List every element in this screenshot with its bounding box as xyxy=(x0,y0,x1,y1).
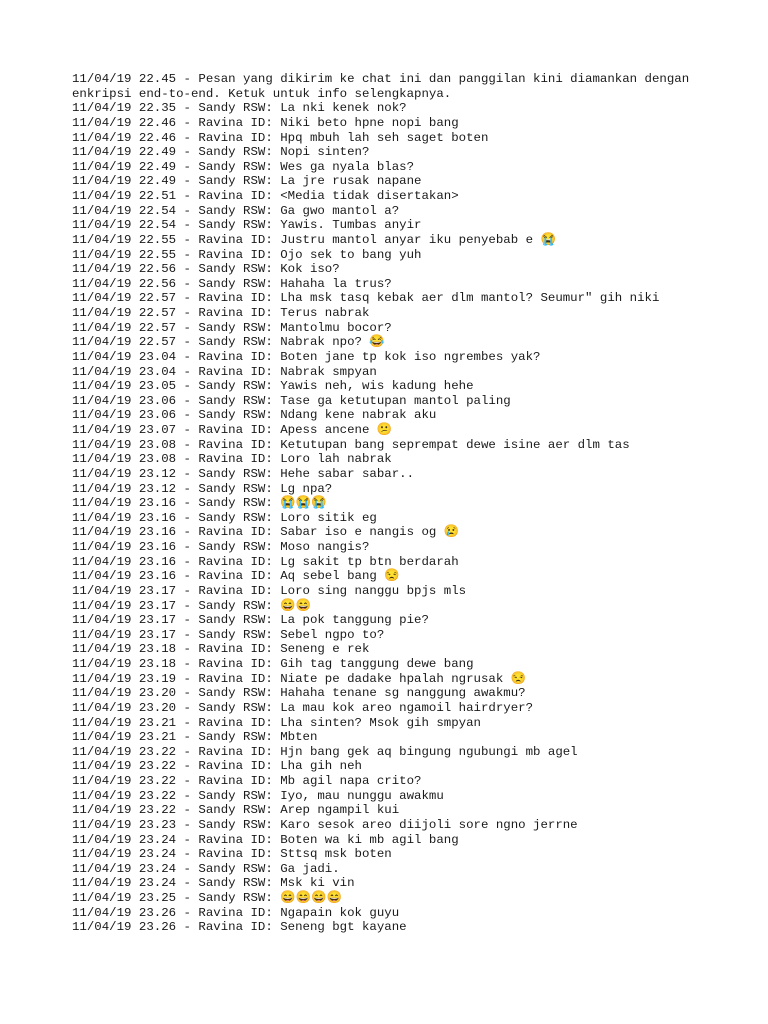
chat-message-line: 11/04/19 23.17 - Sandy RSW: La pok tanggung pie? xyxy=(72,613,429,628)
chat-message-line: 11/04/19 23.12 - Sandy RSW: Lg npa? xyxy=(72,481,333,496)
chat-export-text xyxy=(72,72,712,935)
chat-message-line: 11/04/19 23.26 - Ravina ID: Seneng bgt kayane xyxy=(72,920,407,935)
chat-message-line: 11/04/19 22.46 - Ravina ID: Niki beto hpne nopi bang xyxy=(72,115,459,130)
chat-message-line: 11/04/19 23.04 - Ravina ID: Nabrak smpyan xyxy=(72,364,377,379)
chat-message-line: 11/04/19 23.16 - Ravina ID: Lg sakit tp btn berdarah xyxy=(72,554,459,569)
chat-message-line: 11/04/19 22.35 - Sandy RSW: La nki kenek nok? xyxy=(72,101,407,116)
chat-message-line: 11/04/19 23.18 - Ravina ID: Seneng e rek xyxy=(72,642,370,657)
chat-message-line: 11/04/19 22.54 - Sandy RSW: Yawis. Tumbas anyir xyxy=(72,218,422,233)
chat-message-line: 11/04/19 23.24 - Ravina ID: Boten wa ki mb agil bang xyxy=(72,832,459,847)
chat-message-line: 11/04/19 22.55 - Ravina ID: Ojo sek to bang yuh xyxy=(72,247,422,262)
chat-message-line: 11/04/19 23.07 - Ravina ID: Apess ancene 😕 xyxy=(72,423,393,437)
chat-message-line: 11/04/19 22.56 - Sandy RSW: Kok iso? xyxy=(72,262,340,277)
chat-message-line: 11/04/19 23.18 - Ravina ID: Gih tag tanggung dewe bang xyxy=(72,657,474,671)
chat-message-line: 11/04/19 23.16 - Sandy RSW: Moso nangis? xyxy=(72,540,370,554)
chat-message-line: 11/04/19 23.17 - Sandy RSW: 😄😄 xyxy=(72,598,312,613)
chat-message-line: 11/04/19 22.49 - Sandy RSW: Wes ga nyala blas? xyxy=(72,159,415,174)
chat-message-line: 11/04/19 23.20 - Sandy RSW: La mau kok areo ngamoil hairdryer? xyxy=(72,700,534,715)
chat-message-line: 11/04/19 23.23 - Sandy RSW: Karo sesok areo diijoli sore ngno jerrne xyxy=(72,817,578,832)
chat-message-line: 11/04/19 23.22 - Ravina ID: Mb agil napa crito? xyxy=(72,774,422,788)
chat-message-line: 11/04/19 23.24 - Ravina ID: Sttsq msk boten xyxy=(72,847,392,862)
chat-message-line: 11/04/19 23.16 - Ravina ID: Aq sebel bang 😒 xyxy=(72,569,400,584)
chat-message-line: 11/04/19 22.57 - Ravina ID: Lha msk tasq kebak aer dlm mantol? Seumur" gih niki xyxy=(72,291,660,306)
chat-message-line: 11/04/19 22.57 - Ravina ID: Terus nabrak xyxy=(72,306,370,320)
chat-message-line: 11/04/19 23.17 - Sandy RSW: Sebel ngpo to? xyxy=(72,627,385,642)
chat-message-line: 11/04/19 23.06 - Sandy RSW: Tase ga ketutupan mantol paling xyxy=(72,393,511,408)
chat-message-line: 11/04/19 23.16 - Sandy RSW: 😭😭😭 xyxy=(72,496,327,511)
chat-message-line: 11/04/19 23.17 - Ravina ID: Loro sing nanggu bpjs mls xyxy=(72,583,467,598)
chat-message-line: 11/04/19 23.04 - Ravina ID: Boten jane tp kok iso ngrembes yak? xyxy=(72,349,541,364)
chat-message-line: 11/04/19 23.22 - Sandy RSW: Arep ngampil kui xyxy=(72,803,400,818)
chat-message-line: 11/04/19 23.26 - Ravina ID: Ngapain kok guyu xyxy=(72,905,400,920)
system-notice-line: 11/04/19 22.45 - Pesan yang dikirim ke chat ini dan panggilan kini diamankan dengan xyxy=(72,72,690,86)
chat-message-line: 11/04/19 23.12 - Sandy RSW: Hehe sabar sabar.. xyxy=(72,466,415,481)
chat-message-line: 11/04/19 23.24 - Sandy RSW: Msk ki vin xyxy=(72,876,355,891)
chat-message-line: 11/04/19 23.16 - Sandy RSW: Loro sitik eg xyxy=(72,510,377,525)
chat-message-line: 11/04/19 22.54 - Sandy RSW: Ga gwo mantol a? xyxy=(72,203,400,218)
chat-message-line: 11/04/19 22.55 - Ravina ID: Justru mantol anyar iku penyebab e 😭 xyxy=(72,232,556,247)
chat-message-line: 11/04/19 23.16 - Ravina ID: Sabar iso e nangis og 😢 xyxy=(72,525,460,540)
chat-message-line: 11/04/19 23.21 - Sandy RSW: Mbten xyxy=(72,730,318,745)
chat-message-line: 11/04/19 23.22 - Sandy RSW: Iyo, mau nunggu awakmu xyxy=(72,788,444,803)
chat-message-line: 11/04/19 23.05 - Sandy RSW: Yawis neh, wis kadung hehe xyxy=(72,379,474,394)
chat-message-line: 11/04/19 23.24 - Sandy RSW: Ga jadi. xyxy=(72,861,340,876)
chat-message-line: 11/04/19 22.49 - Sandy RSW: Nopi sinten? xyxy=(72,145,370,160)
chat-message-line: 11/04/19 22.49 - Sandy RSW: La jre rusak napane xyxy=(72,174,422,189)
chat-message-line: 11/04/19 22.56 - Sandy RSW: Hahaha la trus? xyxy=(72,276,392,291)
chat-message-line: 11/04/19 23.20 - Sandy RSW: Hahaha tenane sg nanggung awakmu? xyxy=(72,686,526,701)
chat-message-line: 11/04/19 23.22 - Ravina ID: Lha gih neh xyxy=(72,759,362,774)
chat-message-line: 11/04/19 23.22 - Ravina ID: Hjn bang gek aq bingung ngubungi mb agel xyxy=(72,744,578,759)
chat-message-line: 11/04/19 23.21 - Ravina ID: Lha sinten? Msok gih smpyan xyxy=(72,715,481,730)
chat-message-line: 11/04/19 22.46 - Ravina ID: Hpq mbuh lah seh saget boten xyxy=(72,130,489,145)
chat-message-line: 11/04/19 22.51 - Ravina ID: <Media tidak disertakan> xyxy=(72,189,459,203)
chat-message-line: 11/04/19 23.19 - Ravina ID: Niate pe dadake hpalah ngrusak 😒 xyxy=(72,671,527,686)
chat-message-line: 11/04/19 23.25 - Sandy RSW: 😄😄😄😄 xyxy=(72,891,342,905)
chat-message-line: 11/04/19 23.08 - Ravina ID: Loro lah nabrak xyxy=(72,452,392,467)
chat-message-line: 11/04/19 23.08 - Ravina ID: Ketutupan bang seprempat dewe isine aer dlm tas xyxy=(72,437,630,452)
system-notice-line: enkripsi end-to-end. Ketuk untuk info selengkapnya. xyxy=(72,86,452,101)
chat-message-line: 11/04/19 23.06 - Sandy RSW: Ndang kene nabrak aku xyxy=(72,408,437,423)
chat-message-line: 11/04/19 22.57 - Sandy RSW: Mantolmu bocor? xyxy=(72,320,392,335)
chat-message-line: 11/04/19 22.57 - Sandy RSW: Nabrak npo? 😂 xyxy=(72,335,385,350)
